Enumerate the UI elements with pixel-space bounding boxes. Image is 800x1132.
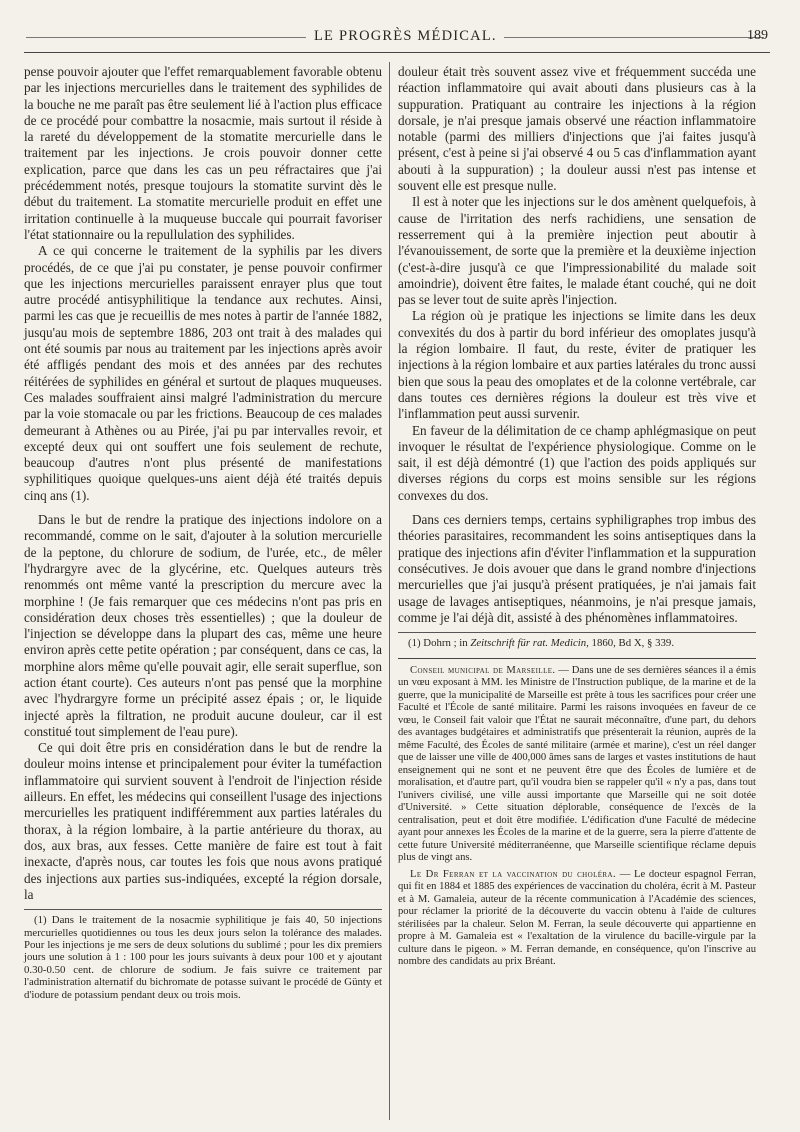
- news-divider: [398, 658, 756, 659]
- footnote: (1) Dans le traitement de la nosacmie syphilitique je fais 40, 50 injections mercurielles quotidiennes ou tous les deux jours selon la tolérance des malades. Pour les injections je me sers de deux solutions du sublimé ; pour les dix premiers jours une solution à 1 : 100 pour les jours suivants à deux pour 100 et y ajoutant 0.30-0.50 cent. de chlorure de sodium. Je fais suivre ce traitement par l'administration alternatif du bichromate de potasse suivant le procédé de Günty et d'iodure de potassium pendant deux ou trois mois.: [24, 914, 382, 1001]
- right-column: [398, 64, 756, 969]
- paragraph: pense pouvoir ajouter que l'effet remarquablement favorable obtenu par les injections mercurielles dans le traitement des syphilides de la bouche ne me paraît pas être seulement lié à l'action plus efficace de ce procédé pour combattre la nosacmie, mais surtout il réside à la rareté du développement de la stomatite mercurielle dans le traitement par les injections. Je crois pouvoir donner cette explication, parce que dans les cas un peu réfractaires que j'ai précédemment notés, presque toujours la stomatite survint dès le début du traitement. La stomatite mercurielle produit en effet une irritation continuelle à la muqueuse buccale qui pourrait favoriser l'état stationnaire ou la repullulation des syphilides.: [24, 64, 382, 242]
- news-item-ferran: [398, 869, 756, 969]
- running-head: [24, 24, 770, 50]
- paragraph: douleur était très souvent assez vive et fréquemment succéda une réaction inflammatoire qui avait abouti dans plusieurs cas à la suppuration. Pratiquant au contraire les injections à la région dorsale, je n'ai presque jamais observé une réaction inflammatoire notable (parmi des milliers d'injections que j'ai faites jusqu'à présent, c'est à peine si j'ai observé 4 ou 5 cas d'inflammation ayant abouti à la suppuration) ; la douleur aussi n'est pas intense et souvent elle est presque nulle.: [398, 64, 756, 194]
- paragraph: Dans ces derniers temps, certains syphiligraphes trop imbus des théories parasitaires, recommandent les soins antiseptiques dans la pratique des injections afin d'éviter l'inflammation et la suppuration consécutives. Je dois avouer que dans le grand nombre d'injections mercurielles que j'ai jusqu'à présent pratiquées, je n'ai jamais fait usage de lavages antiseptiques, néanmoins, je n'ai presque jamais, comme je l'ai déjà dit, assisté à des phénomènes inflammatoires.: [398, 512, 756, 625]
- news-item-marseille: [398, 665, 756, 865]
- footnote-prefix: (1) Dohrn ; in: [408, 637, 471, 650]
- news-heading: Conseil municipal de Marseille.: [410, 664, 556, 676]
- news-body: — Dans une de ses dernières séances il a émis un vœu exposant à MM. les Ministre de l'Instruction publique, de la marine et de la guerre, que la municipalité de Marseille est prête à tous les sacrifices pour créer une Faculté et l'École de santé militaire. Parmi les raisons invoquées en faveur de ce vœu, le Conseil fait valoir que l'État ne saurait méconnaître, d'une part, du dehors des avantages budgétaires et administratifs que présenterait la réunion, auprès de la même Faculté, des Écoles de santé militaire (armée et marine), c'est un réel danger que de laisser une ville de 400,000 âmes sans de larges et vastes institutions de haut enseignement qui ne sont et ne peuvent être que des Écoles de lumière et de moralisation, et d'autre part, qu'il voudra bien se rappeler qu'il « n'y a pas, dans tout l'univers civilisé, une ville aussi importante que Marseille qui ne soit dotée d'Université. » Cette situation déplorable, conséquence de l'excès de la centralisation, peut et doit être modifiée. L'édification d'une Faculté de médecine ayant pour annexes les Écoles de la marine et de la guerre, sera la pierre d'attente de cette future Université méditerranéenne, que Marseille scientifique réclame depuis plus de vingt ans.: [398, 664, 756, 863]
- paragraph: En faveur de la délimitation de ce champ aphlégmasique on peut invoquer le résultat de l'expérience physiologique. Comme on le sait, il est déjà démontré (1) que l'action des poids appliqués sur diverses régions du corps est moins sensible sur les régions convexes du dos.: [398, 422, 756, 503]
- news-heading: Le Dr Ferran et la vaccination du choléra.: [410, 868, 617, 880]
- paragraph: Dans le but de rendre la pratique des injections indolore on a recommandé, comme on le sait, d'ajouter à la solution mercurielle de la peptone, du chlorure de sodium, de l'urée, etc., de mêler l'hydrargyre avec de la glycérine, etc. Quelques auteurs très renommés ont même vanté la prescription du mercure avec la morphine ! (Je fais remarquer que ces médecins n'ont pas pris en considération deux choses très essentielles) ; que la douleur de l'injection se développe dans la plupart des cas, même une heure environ après cette petite opération ; par conséquent, dans ce cas, la morphine alors même qu'elle pouvait agir, elle serait superflue, son action étant courte). Ces auteurs n'ont pas pensé que la morphine avec l'hydrargyre forme un précipité assez épais ; or, le liquide injecté après la filtration, ne produit aucune douleur, car il est constitué tout simplement de l'eau pure).: [24, 512, 382, 739]
- news-body: — Le docteur espagnol Ferran, qui fit en 1884 et 1885 des expériences de vaccination du choléra, écrit à M. Pasteur et à M. Gamaleia, auteur de la récente communication à l'Académie des sciences, pour réclamer la priorité de la découverte du vaccin obtenu à l'aide de cultures stérilisées par la chaleur. Selon M. Ferran, la seule découverte qui appartienne en propre à M. Gamaleia est « l'exaltation de la virulence du bacille-virgule par la culture dans le pigeon. » M. Ferran demande, en conséquence, qu'on l'inscrive au nombre des candidats au prix Bréant.: [398, 868, 756, 967]
- header-rule-left: [26, 37, 306, 38]
- paragraph: La région où je pratique les injections se limite dans les deux convexités du dos à partir du bord inférieur des omoplates jusqu'à la région lombaire. Il faut, du reste, éviter de pratiquer les injections à la région lombaire et aux parties latérales du tronc aussi bien que sous la peau des omoplates et de la colonne vertébrale, car dans toutes ces dernières régions la douleur est très vive et l'inflammation peut aussi survenir.: [398, 308, 756, 422]
- page-number: 189: [747, 28, 768, 43]
- journal-title: LE PROGRÈS MÉDICAL.: [314, 28, 497, 44]
- header-underline: [24, 52, 770, 53]
- footnote-divider: [398, 632, 756, 633]
- header-rule-right: [504, 37, 764, 38]
- paragraph: A ce qui concerne le traitement de la syphilis par les divers procédés, de ce que j'ai pu constater, je pense pouvoir confirmer que les injections mercurielles paraissent enrayer plus que tout autre procédé antisyphilitique la tendance aux rechutes. Ainsi, parmi les cas que je recueillis de mes notes à partir de l'année 1882, jusqu'au mois de septembre 1886, 203 ont trait à des malades qui ont été soumis par nous au traitement par les injections après avoir été affligés pendant des mois et des années par des rechutes réitérées de syphilides en général et surtout de plaques muqueuses. Ces malades souffraient ainsi malgré l'administration du mercure par la voie stomacale ou par les frictions. Beaucoup de ces malades demeurant à Athènes ou au Pirée, j'ai pu par intervalles revoir, et excepté deux qui ont souffert une fois seulement de rechute, beaucoup d'autres n'ont plus présenté de manifestations syphilitiques quoique quelques-uns aient déjà été traités depuis cinq ans (1).: [24, 243, 382, 503]
- footnote-suffix: 1860, Bd X, § 339.: [588, 637, 675, 650]
- left-column: [24, 64, 382, 1001]
- paragraph: Il est à noter que les injections sur le dos amènent quelquefois, à cause de l'irritation des nerfs rachidiens, une sensation de resserrement qui à la première injection peut aboutir à l'évanouissement, de sorte que la première et la deuxième injection (c'est-à-dire jusqu'à ce que l'impressionabilité du malade soit amoindrie), doivent être faites, le malade étant couché, qui ne doit pas se lever tout de suite après l'injection.: [398, 194, 756, 308]
- column-divider: [389, 62, 390, 1120]
- paragraph: Ce qui doit être pris en considération dans le but de rendre la douleur moins intense et principalement pour éviter la tuméfaction inflammatoire qui survient souvent à l'endroit de l'injection réside ailleurs. En effet, les médecins qui conseillent l'usage des injections mercurielles les pratiquent indifféremment aux parties latérales du thorax, à la région lombaire, à la partie antérieure du thorax, au dos, aux bras, aux fesses. Cette manière de faire est tout à fait inexacte, d'après nous, car toutes les fois que nous avons pratiqué des injections aux parties sus-indiquées, excepté la région dorsale, la: [24, 740, 382, 902]
- footnote-journal: Zeitschrift für rat. Medicin,: [470, 637, 589, 650]
- footnote: [398, 637, 756, 649]
- footnote-divider: [24, 909, 382, 910]
